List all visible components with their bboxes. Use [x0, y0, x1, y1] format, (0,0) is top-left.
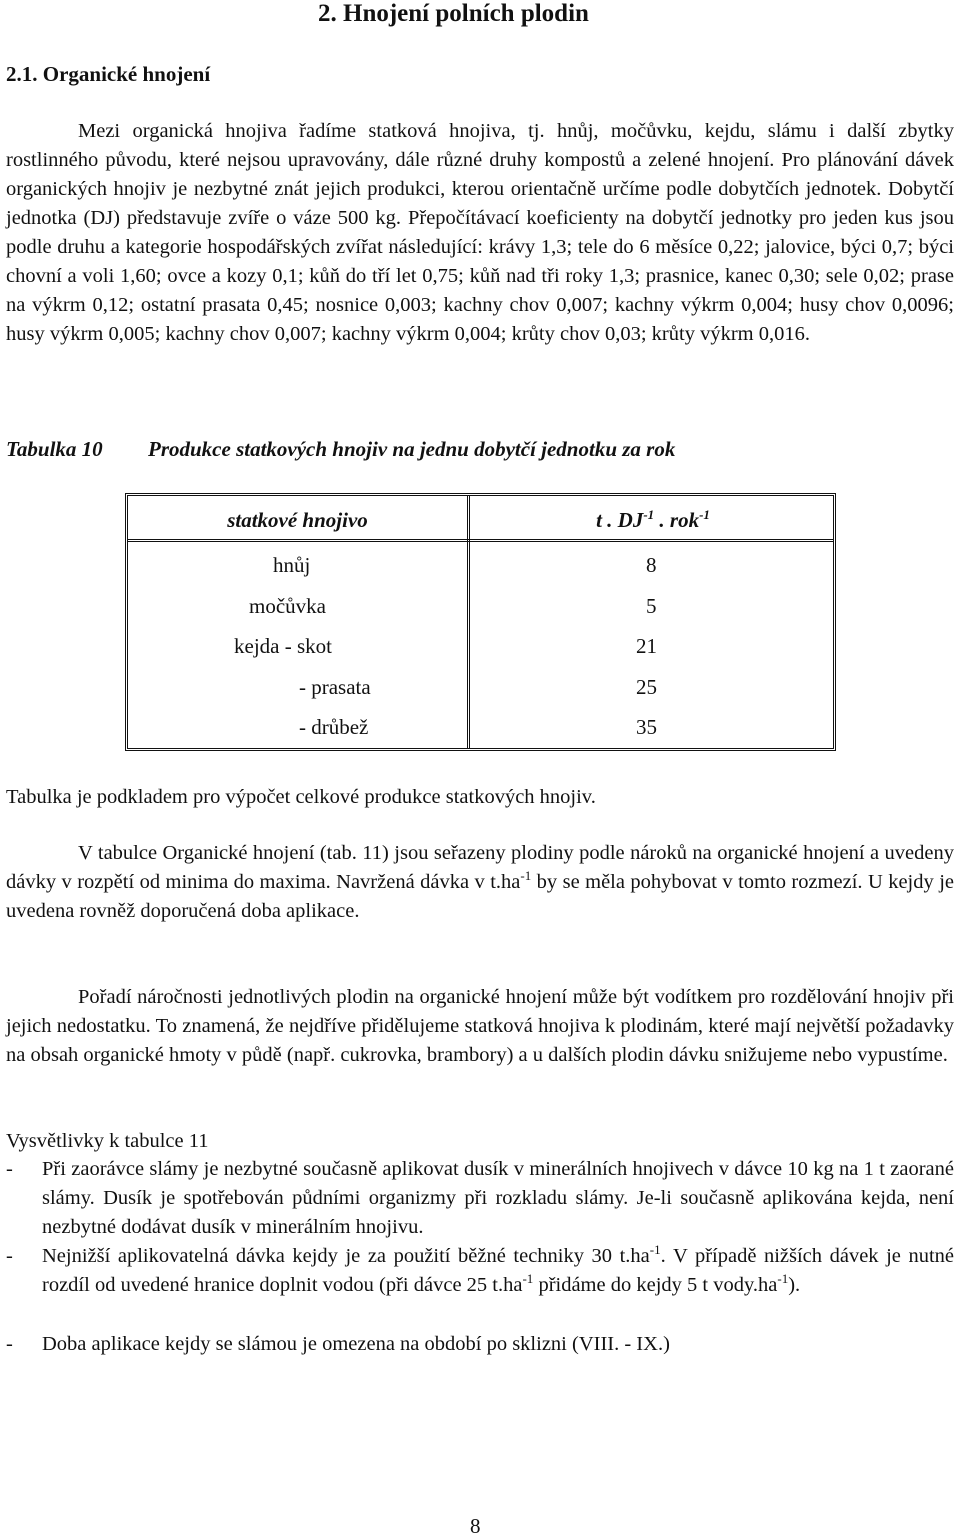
table11-paragraph-part1: V tabulce Organické hnojení (tab. 11) jsou seřazeny plodiny podle nároků na organické hnojení a uvedeny dávky v rozpětí od minima do maxima. Navržená dávka v t.ha — [6, 842, 954, 893]
table-caption-label: Tabulka 10 — [6, 437, 103, 461]
note-bullet: - — [6, 1333, 13, 1355]
table-header-unit-a: t . DJ — [596, 508, 644, 532]
table-header-fertilizer: statkové hnojivo — [227, 508, 368, 532]
intro-paragraph: Mezi organická hnojiva řadíme statková hnojiva, tj. hnůj, močůvku, kejdu, slámu i další zbytky rostlinného původu, které nejsou upravovány, dále různé druhy kompostů a zelené hnojení. Pro plánování dávek organických hnojiv je nezbytné znát jejich produkci, kterou orientačně určíme podle dobytčích jednotek. Dobytčí jednotka (DJ) představuje zvíře o váze 500 kg. Přepočítávací koeficienty na dobytčí jednotky pro jeden kus jsou podle druhu a kategorie hospodářských zvířat následující: krávy 1,3; tele do 6 měsíce 0,22; jalovice, býci 0,7; býci chovní a voli 1,60; ovce a kozy 0,1; kůň do tří let 0,75; kůň nad tři roky 1,3; prasnice, kanec 0,30; sele 0,02; prase na výkrm 0,12; ostatní prasata 0,45; nosnice 0,003; kachny chov 0,007; kachny výkrm 0,004; husy chov 0,0096; husy výkrm 0,005; kachny chov 0,007; kachny výkrm 0,004; krůty chov 0,03; krůty výkrm 0,016. — [6, 120, 954, 345]
table-header-row — [128, 496, 833, 542]
note-sup: -1 — [649, 1242, 661, 1258]
table-header-unit-b: . rok — [654, 508, 700, 532]
note-text — [42, 1242, 954, 1300]
table-column-divider — [467, 496, 470, 748]
table11-paragraph — [6, 839, 954, 926]
note-item — [6, 1242, 954, 1300]
table11-paragraph-sup: -1 — [520, 868, 532, 884]
table-cell-value: 8 — [646, 553, 657, 577]
note-item — [6, 1155, 954, 1242]
note-bullet: - — [6, 1158, 13, 1180]
note-bullet: - — [6, 1245, 13, 1267]
note-text-a: Nejnižší aplikovatelná dávka kejdy je za použití běžné techniky 30 t.ha — [42, 1245, 650, 1267]
manure-production-table — [125, 493, 836, 751]
page-number: 8 — [470, 1514, 481, 1538]
table-header-unit-sup2: -1 — [699, 507, 710, 522]
table11-paragraph-part2: by se měla pohybovat v tomto rozmezí. U kejdy je uvedena rovněž doporučená doba aplikace. — [6, 871, 954, 922]
notes-title: Vysvětlivky k tabulce 11 — [6, 1130, 209, 1152]
table-cell-value: 35 — [636, 715, 657, 739]
note-item — [6, 1330, 954, 1359]
note-sup: -1 — [522, 1271, 534, 1287]
note-text-d: ). — [788, 1274, 801, 1296]
table-cell-name: kejda - skot — [234, 634, 332, 658]
table-cell-value: 5 — [646, 594, 657, 618]
note-text: Při zaorávce slámy je nezbytné současně aplikovat dusík v minerálních hnojivech v dávce 10 kg na 1 t zaorané slámy. Dusík je spotřebován půdními organizmy při rozkladu slámy. Je-li současně aplikována kejda, není nezbytné dodávat dusík v minerálním hnojivu. — [42, 1158, 954, 1238]
section-heading: 2.1. Organické hnojení — [6, 62, 211, 86]
table-header-unit-sup1: -1 — [643, 507, 655, 522]
table-cell-name: močůvka — [249, 594, 326, 618]
table-cell-name: - prasata — [299, 675, 371, 699]
table-cell-name: - drůbež — [299, 715, 369, 739]
chapter-heading: 2. Hnojení polních plodin — [318, 0, 589, 27]
note-text-b: . V případě nižších dávek je nutné rozdíl od uvedené hranice doplnit vodou (při dávce 25 t.ha — [42, 1245, 954, 1296]
note-sup: -1 — [777, 1271, 789, 1287]
note-text: Doba aplikace kejdy se slámou je omezena na období po sklizni (VIII. - IX.) — [42, 1333, 670, 1355]
order-paragraph: Pořadí náročnosti jednotlivých plodin na organické hnojení může být vodítkem pro rozdělování hnojiv při jejich nedostatku. To znamená, že nejdříve přidělujeme statková hnojiva k plodinám, které mají největší požadavky na obsah organické hmoty v půdě (např. cukrovka, brambory) a u dalších plodin dávku snižujeme nebo vypustíme. — [6, 986, 954, 1066]
table-cell-value: 21 — [636, 634, 657, 658]
table-cell-name: hnůj — [273, 553, 311, 577]
table-caption-text: Produkce statkových hnojiv na jednu dobytčí jednotku za rok — [148, 437, 676, 461]
table-cell-value: 25 — [636, 675, 657, 699]
table-basis-paragraph: Tabulka je podkladem pro výpočet celkové produkce statkových hnojiv. — [6, 786, 596, 808]
table-header-unit — [470, 508, 836, 533]
note-text-c: přidáme do kejdy 5 t vody.ha — [533, 1274, 778, 1296]
